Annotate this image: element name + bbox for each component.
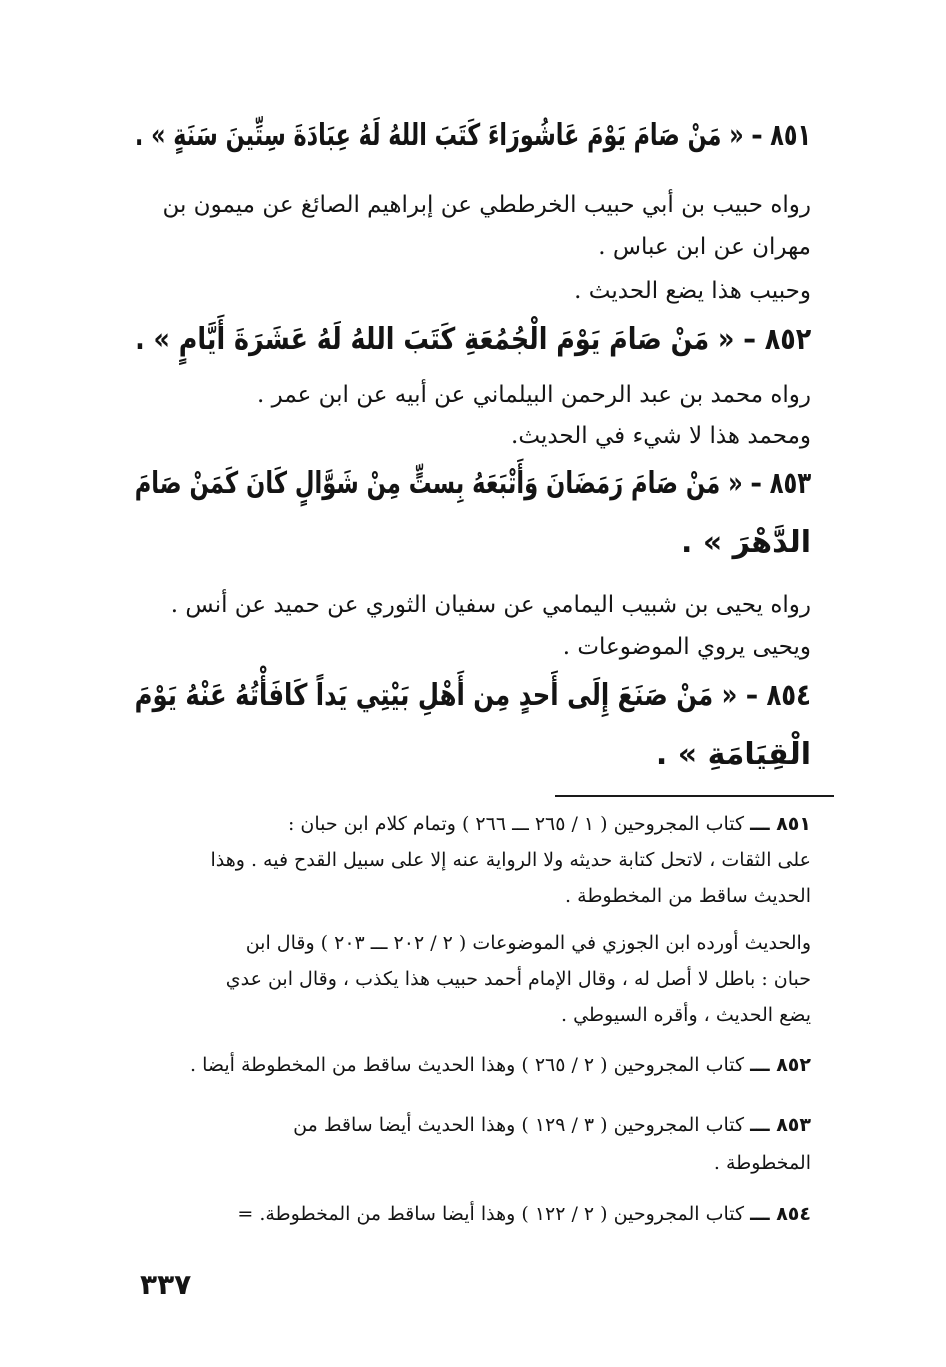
- footnote-text: كتاب المجروحين ( ٣ / ١٢٩ ) وهذا الحديث أيضا ساقط من: [293, 1114, 745, 1136]
- footnote-852-line: [190, 1054, 811, 1076]
- footnote-text: كتاب المجروحين ( ٢ / ٢٦٥ ) وهذا الحديث ساقط من المخطوطة أيضا .: [190, 1054, 745, 1076]
- footnote-separator: [555, 795, 834, 797]
- footnote-851-line: يضع الحديث ، وأقره السيوطي .: [561, 1004, 811, 1026]
- footnote-851-line: حبان : باطل لا أصل له ، وقال الإمام أحمد حبيب هذا يكذب ، وقال ابن عدي: [225, 968, 811, 990]
- footnote-851-line: [288, 813, 811, 835]
- hadith-853-body-line: رواه يحيى بن شبيب اليمامي عن سفيان الثوري عن حميد عن أنس .: [170, 592, 811, 618]
- footnote-854-line: [237, 1203, 811, 1225]
- footnote-851-line: الحديث ساقط من المخطوطة .: [565, 885, 811, 907]
- footnote-number: ٨٥٣ ـــ: [750, 1114, 811, 1136]
- hadith-851-body-line: مهران عن ابن عباس .: [598, 234, 811, 260]
- page-number: ٣٣٧: [140, 1268, 192, 1301]
- hadith-853-heading-cont: الدَّهْرَ » .: [680, 525, 811, 560]
- hadith-853-body-line: ويحيى يروي الموضوعات .: [562, 634, 811, 660]
- hadith-852-body-line: ومحمد هذا لا شيء في الحديث.: [511, 423, 811, 449]
- hadith-852-heading: ٨٥٢ – « مَنْ صَامَ يَوْمَ الْجُمُعَةِ كَتَبَ اللهُ لَهُ عَشَرَةَ أَيَّامٍ » .: [134, 322, 811, 357]
- footnote-text: كتاب المجروحين ( ١ / ٢٦٥ ـــ ٢٦٦ ) وتمام كلام ابن حبان :: [287, 813, 745, 835]
- footnote-853-line: المخطوطة .: [713, 1152, 811, 1174]
- hadith-851-body-line: رواه حبيب بن أبي حبيب الخرططي عن إبراهيم الصائغ عن ميمون بن: [162, 192, 811, 218]
- hadith-854-heading: ٨٥٤ – « مَنْ صَنَعَ إِلَى أَحدٍ مِن أَهْلِ بَيْتِي يَداً كَافَأْتُهُ عَنْهُ يَوْمَ: [134, 678, 811, 713]
- footnote-text: كتاب المجروحين ( ٢ / ١٢٢ ) وهذا أيضا ساقط من المخطوطة. =: [237, 1203, 745, 1225]
- footnote-number: ٨٥٢ ـــ: [750, 1054, 811, 1076]
- hadith-854-heading-cont: الْقِيَامَةِ » .: [655, 737, 811, 772]
- hadith-852-body-line: رواه محمد بن عبد الرحمن البيلماني عن أبيه عن ابن عمر .: [257, 382, 811, 408]
- footnote-851-line: والحديث أورده ابن الجوزي في الموضوعات ( ٢ / ٢٠٢ ـــ ٢٠٣ ) وقال ابن: [245, 932, 811, 954]
- hadith-851-body-line: وحبيب هذا يضع الحديث .: [574, 278, 811, 304]
- hadith-851-heading: ٨٥١ – « مَنْ صَامَ يَوْمَ عَاشُورَاءَ كَتَبَ اللهُ لَهُ عِبَادَةَ سِتِّينَ سَنَةٍ » .: [134, 118, 811, 153]
- footnote-number: ٨٥١ ـــ: [750, 813, 811, 835]
- hadith-853-heading: ٨٥٣ – « مَنْ صَامَ رَمَضَانَ وَأَتْبَعَهُ بِستٍّ مِنْ شَوَّالٍ كَانَ كَمَنْ صَامَ: [134, 466, 811, 501]
- footnote-851-line: على الثقات ، لاتحل كتابة حديثه ولا الرواية عنه إلا على سبيل القدح فيه . وهذا: [210, 849, 811, 871]
- footnote-853-line: [293, 1114, 811, 1136]
- footnote-number: ٨٥٤ ـــ: [750, 1203, 811, 1225]
